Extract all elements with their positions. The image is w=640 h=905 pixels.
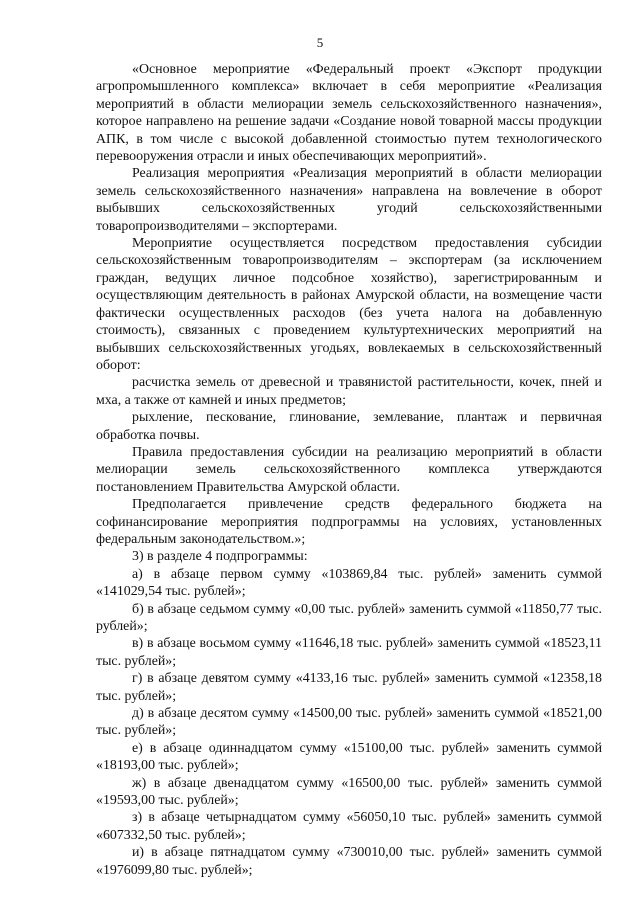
paragraph-section-4: 3) в разделе 4 подпрограммы: (132, 549, 308, 565)
amendment-item-zh: ж) в абзаце двенадцатом сумму «16500,00 тыс. рублей» заменить суммой «19593,00 тыс. рублей»; (96, 775, 602, 809)
amendment-item-g: г) в абзаце девятом сумму «4133,16 тыс. рублей» заменить суммой «12358,18 тыс. рублей»; (96, 671, 602, 704)
amendment-item-a: а) в абзаце первом сумму «103869,84 тыс. рублей» заменить суммой «141029,54 тыс. рублей»; (96, 566, 602, 600)
paragraph-intro: «Основное мероприятие «Федеральный проект «Экспорт продукции агропромышленного комплекса» включает в себя мероприятие «Реализация мероприятий в области мелиорации земель сельскохозяйственного назначения», которое направлено на решение задачи «Создание новой товарной массы продукции АПК, в том числе с высокой добавленной стоимостью путем технологического перевооружения отрасли и иных обеспечивающих мероприятий». (96, 62, 602, 165)
paragraph-clearing: расчистка земель от древесной и травянистой растительности, кочек, пней и мха, а также от камней и иных предметов; (96, 375, 602, 408)
document-body (96, 61, 602, 879)
paragraph-federal-budget: Предполагается привлечение средств федерального бюджета на софинансирование мероприятия подпрограммы на условиях, установленных федеральным законодательством.»; (96, 497, 602, 547)
amendment-item-z: з) в абзаце четырнадцатом сумму «56050,10 тыс. рублей» заменить суммой «607332,50 тыс. рублей»; (96, 810, 602, 843)
paragraph-subsidy: Мероприятие осуществляется посредством предоставления субсидии сельскохозяйственным товаропроизводителям – экспортерам (за исключением граждан, ведущих личное подсобное хозяйство), зарегистрированным и осуществляющим деятельность в районах Амурской области, на возмещение части фактически осуществленных расходов (без учета налога на добавленную стоимость), связанных с проведением культуртехнических мероприятий на выбывших сельскохозяйственных угодьях, вовлекаемых в сельскохозяйственный оборот: (96, 236, 602, 373)
amendment-item-b: б) в абзаце седьмом сумму «0,00 тыс. рублей» заменить суммой «11850,77 тыс. рублей»; (96, 601, 602, 634)
amendment-item-i: и) в абзаце пятнадцатом сумму «730010,00 тыс. рублей» заменить суммой «1976099,80 тыс. рублей»; (96, 845, 602, 878)
amendment-item-d: д) в абзаце десятом сумму «14500,00 тыс. рублей» заменить суммой «18521,00 тыс. рублей»; (96, 706, 602, 739)
page-number: 5 (316, 35, 324, 50)
paragraph-implementation: Реализация мероприятия «Реализация мероприятий в области мелиорации земель сельскохозяйственного назначения» направлена на вовлечение в оборот выбывших сельскохозяйственных угодий сельскохозяйственными товаропроизводителями – экспортерами. (96, 166, 602, 234)
paragraph-soil-treatment: рыхление, пескование, глинование, землевание, плантаж и первичная обработка почвы. (96, 410, 602, 443)
paragraph-rules: Правила предоставления субсидии на реализацию мероприятий в области мелиорации земель сельскохозяйственного комплекса утверждаются постановлением Правительства Амурской области. (96, 444, 602, 495)
amendment-item-e: е) в абзаце одиннадцатом сумму «15100,00 тыс. рублей» заменить суммой «18193,00 тыс. рублей»; (96, 740, 602, 774)
amendment-item-v: в) в абзаце восьмом сумму «11646,18 тыс. рублей» заменить суммой «18523,11 тыс. рублей»; (96, 636, 602, 669)
